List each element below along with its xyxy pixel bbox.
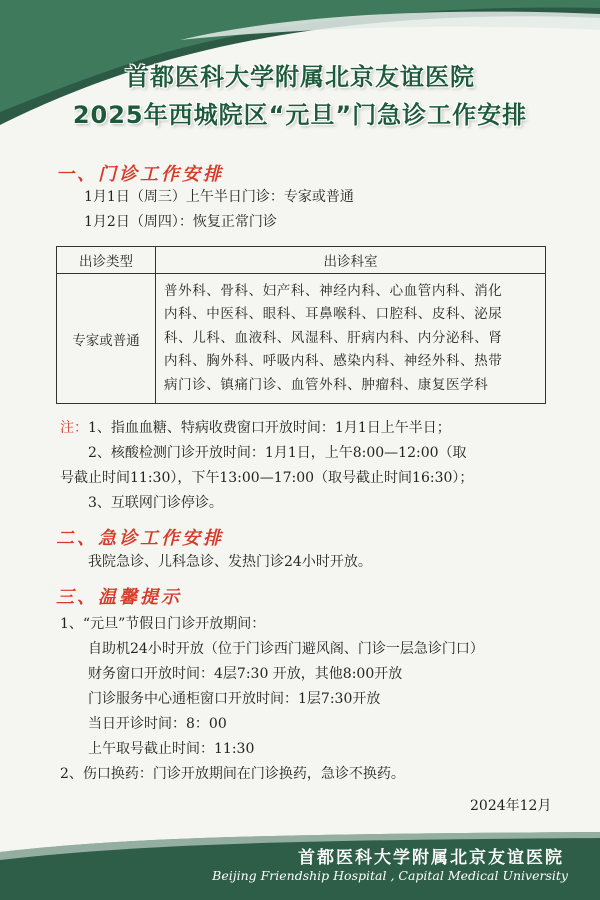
tip-subitem: 当日开诊时间：8：00: [88, 716, 227, 732]
tip-item-1: 1、“元旦”节假日门诊开放期间：: [60, 616, 266, 632]
note-2-continued: 号截止时间11:30），下午13:00—17:00（取号截止时间16:30）；: [60, 470, 474, 486]
page-header: [0, 58, 600, 134]
note-label: 注：: [60, 420, 88, 436]
tip-subitem: 门诊服务中心通柜窗口开放时间：1层7:30开放: [88, 691, 381, 707]
tip-subitem: 财务窗口开放时间：4层7:30 开放，其他8:00开放: [88, 666, 403, 682]
departments-line: 普外科、骨科、妇产科、神经内科、心血管内科、消化: [164, 283, 503, 299]
table-header-row: [57, 247, 546, 274]
departments-cell: [156, 274, 546, 404]
title-line-2: 2025年西城院区“元旦”门急诊工作安排: [72, 101, 528, 129]
note-3: 3、互联网门诊停诊。: [88, 495, 223, 511]
section2-heading: 二、急诊工作安排: [56, 528, 224, 549]
note-1: [60, 418, 451, 438]
departments-line: 内科、中医科、眼科、耳鼻喉科、口腔科、皮科、泌尿: [164, 306, 503, 323]
header-clinic-type: 出诊类型: [57, 247, 156, 274]
issue-date: 2024年12月: [470, 798, 552, 814]
note-2: 2、核酸检测门诊开放时间：1月1日，上午8:00—12:00（取: [88, 445, 467, 461]
tip-subitem: 上午取号截止时间：11:30: [88, 741, 255, 757]
clinic-type-cell: 专家或普通: [57, 274, 156, 404]
section1-line-2: 1月2日（周四）：恢复正常门诊: [84, 214, 277, 230]
footer-hospital-name-cn: 首都医科大学附属北京友谊医院: [298, 848, 564, 868]
section2-text: 我院急诊、儿科急诊、发热门诊24小时开放。: [88, 554, 372, 570]
tip-item-2: 2、伤口换药：门诊开放期间在门诊换药，急诊不换药。: [60, 766, 405, 782]
section1-line-1: 1月1日（周三）上午半日门诊：专家或普通: [84, 189, 354, 205]
header-departments: 出诊科室: [156, 247, 546, 274]
clinic-schedule-table: [56, 246, 546, 404]
departments-line: 内科、胸外科、呼吸内科、感染内科、神经外科、热带: [164, 353, 503, 370]
departments-line: 科、儿科、血液科、风湿科、肝病内科、内分泌科、肾: [164, 329, 503, 346]
title-line-1: 首都医科大学附属北京友谊医院: [125, 63, 475, 91]
footer-hospital-name-en: Beijing Friendship Hospital , Capital Medical University: [212, 868, 568, 883]
tip-subitem: 自助机24小时开放（位于门诊西门避风阁、门诊一层急诊门口）: [88, 641, 484, 657]
section3-heading: 三、温馨提示: [56, 587, 182, 608]
section1-heading: 一、门诊工作安排: [56, 164, 224, 185]
departments-line: 病门诊、镇痛门诊、血管外科、肿瘤科、康复医学科: [164, 376, 489, 393]
note-1-text: 1、指血血糖、特病收费窗口开放时间：1月1日上午半日；: [88, 420, 451, 436]
table-row: [57, 274, 546, 404]
